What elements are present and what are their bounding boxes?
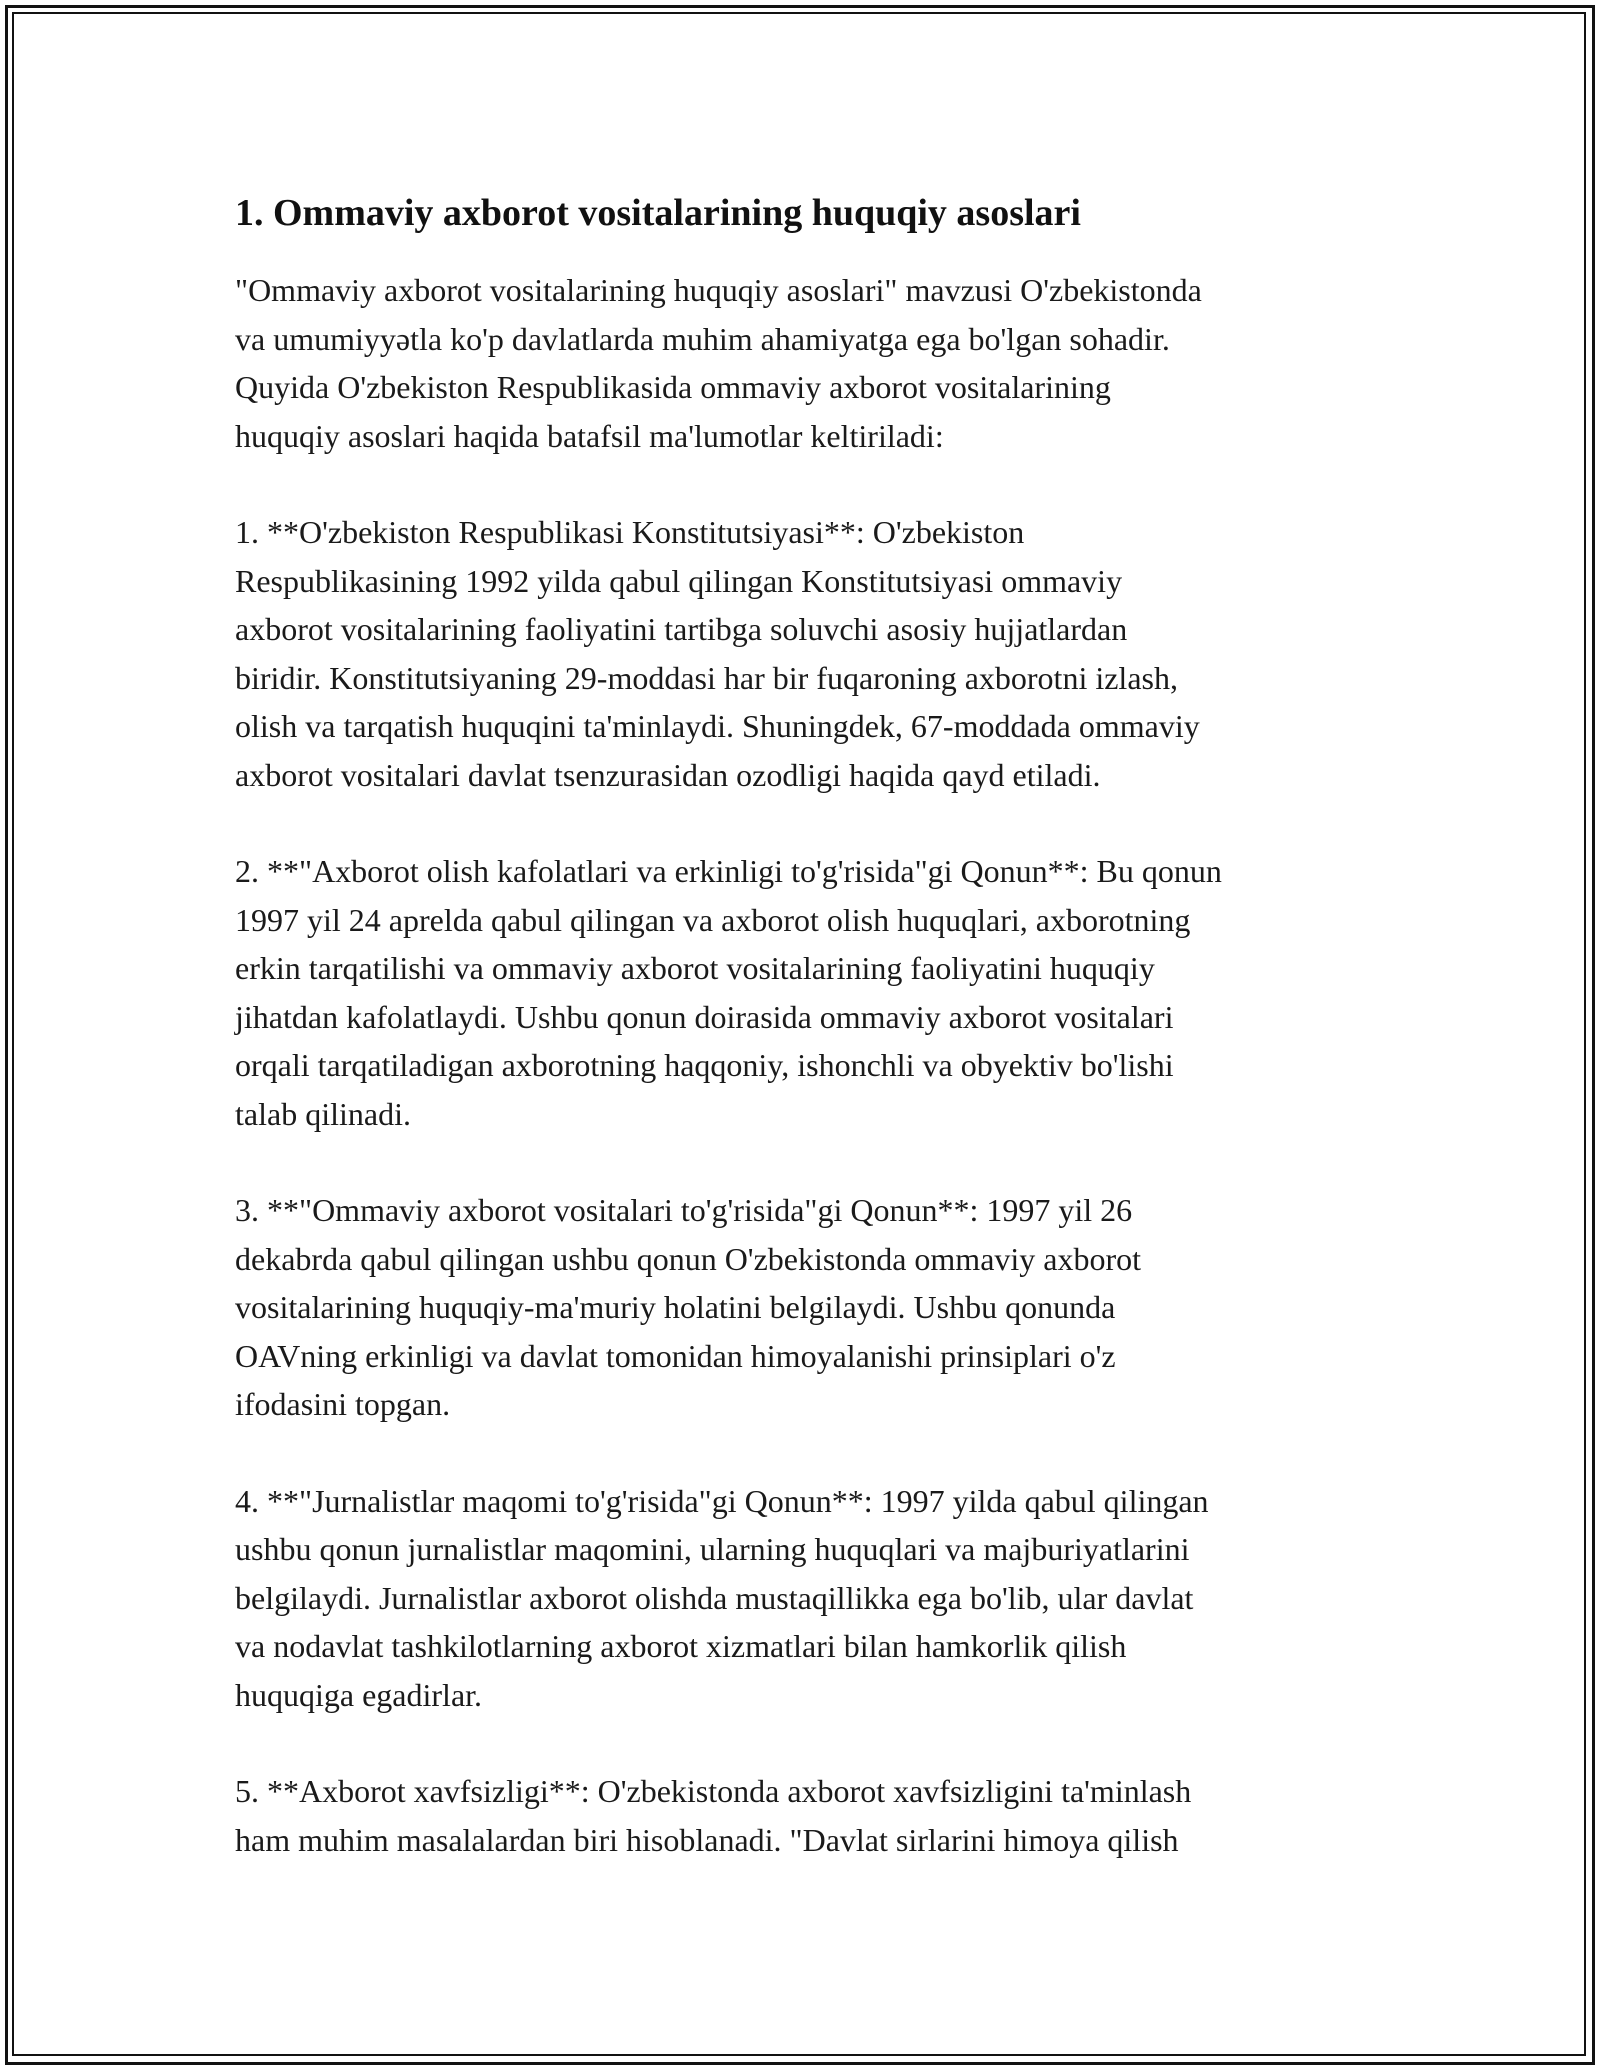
text-line: jihatdan kafolatlaydi. Ushbu qonun doirasida ommaviy axborot vositalari [235, 998, 1174, 1035]
text-line: biridir. Konstitutsiyaning 29-moddasi har bir fuqaroning axborotni izlash, [235, 659, 1178, 696]
text-line: talab qilinadi. [235, 1095, 411, 1132]
text-line: OAVning erkinligi va davlat tomonidan himoyalanishi prinsiplari o'z [235, 1337, 1116, 1374]
text-line: va umumiyyətla ko'p davlatlarda muhim ahamiyatga ega bo'lgan sohadir. [235, 320, 1170, 357]
paragraph-item-4 [235, 1477, 1370, 1720]
document-body [235, 190, 1370, 1864]
text-line: 1. **O'zbekiston Respublikasi Konstitutsiyasi**: O'zbekiston [235, 514, 1025, 550]
section-heading: 1. Ommaviy axborot vositalarining huquqiy asoslari [235, 192, 1081, 234]
text-line: vositalarining huquqiy-ma'muriy holatini belgilaydi. Ushbu qonunda [235, 1289, 1116, 1325]
text-line: 5. **Axborot xavfsizligi**: O'zbekistonda axborot xavfsizligini ta'minlash [235, 1773, 1192, 1809]
text-line: 4. **"Jurnalistlar maqomi to'g'risida"gi Qonun**: 1997 yilda qabul qilingan [235, 1482, 1209, 1519]
text-line: orqali tarqatiladigan axborotning haqqoniy, ishonchli va obyektiv bo'lishi [235, 1047, 1174, 1083]
text-line: ushbu qonun jurnalistlar maqomini, ularning huquqlari va majburiyatlarini [235, 1531, 1190, 1567]
paragraph-item-2 [235, 847, 1370, 1138]
text-line: axborot vositalari davlat tsenzurasidan ozodligi haqida qayd etiladi. [235, 756, 1101, 793]
text-line: ham muhim masalalardan biri hisoblanadi. "Davlat sirlarini himoya qilish [235, 1821, 1179, 1858]
paragraph-item-5 [235, 1767, 1370, 1864]
text-line: va nodavlat tashkilotlarning axborot xizmatlari bilan hamkorlik qilish [235, 1628, 1127, 1664]
text-line: belgilaydi. Jurnalistlar axborot olishda mustaqillikka ega bo'lib, ular davlat [235, 1579, 1194, 1616]
text-line: 1997 yil 24 aprelda qabul qilingan va axborot olish huquqlari, axborotning [235, 901, 1191, 938]
text-line: axborot vositalarining faoliyatini tartibga soluvchi asosiy hujjatlardan [235, 611, 1128, 647]
text-line: Respublikasining 1992 yilda qabul qilingan Konstitutsiyasi ommaviy [235, 562, 1123, 599]
paragraph-item-3 [235, 1186, 1370, 1429]
text-line: erkin tarqatilishi va ommaviy axborot vositalarining faoliyatini huquqiy [235, 950, 1155, 986]
text-line: 3. **"Ommaviy axborot vositalari to'g'risida"gi Qonun**: 1997 yil 26 [235, 1192, 1133, 1228]
text-line: "Ommaviy axborot vositalarining huquqiy asoslari" mavzusi O'zbekistonda [235, 272, 1202, 308]
text-line: Quyida O'zbekiston Respublikasida ommaviy axborot vositalarining [235, 369, 1111, 405]
paragraph-item-1 [235, 508, 1370, 799]
text-line: 2. **"Axborot olish kafolatlari va erkinligi to'g'risida"gi Qonun**: Bu qonun [235, 853, 1222, 889]
text-line: huquqiga egadirlar. [235, 1676, 483, 1713]
paragraph-intro [235, 266, 1370, 460]
text-line: ifodasini topgan. [235, 1386, 451, 1422]
text-line: dekabrda qabul qilingan ushbu qonun O'zbekistonda ommaviy axborot [235, 1240, 1142, 1277]
text-line: huquqiy asoslari haqida batafsil ma'lumotlar keltiriladi: [235, 417, 944, 454]
text-line: olish va tarqatish huquqini ta'minlaydi. Shuningdek, 67-moddada ommaviy [235, 708, 1200, 744]
